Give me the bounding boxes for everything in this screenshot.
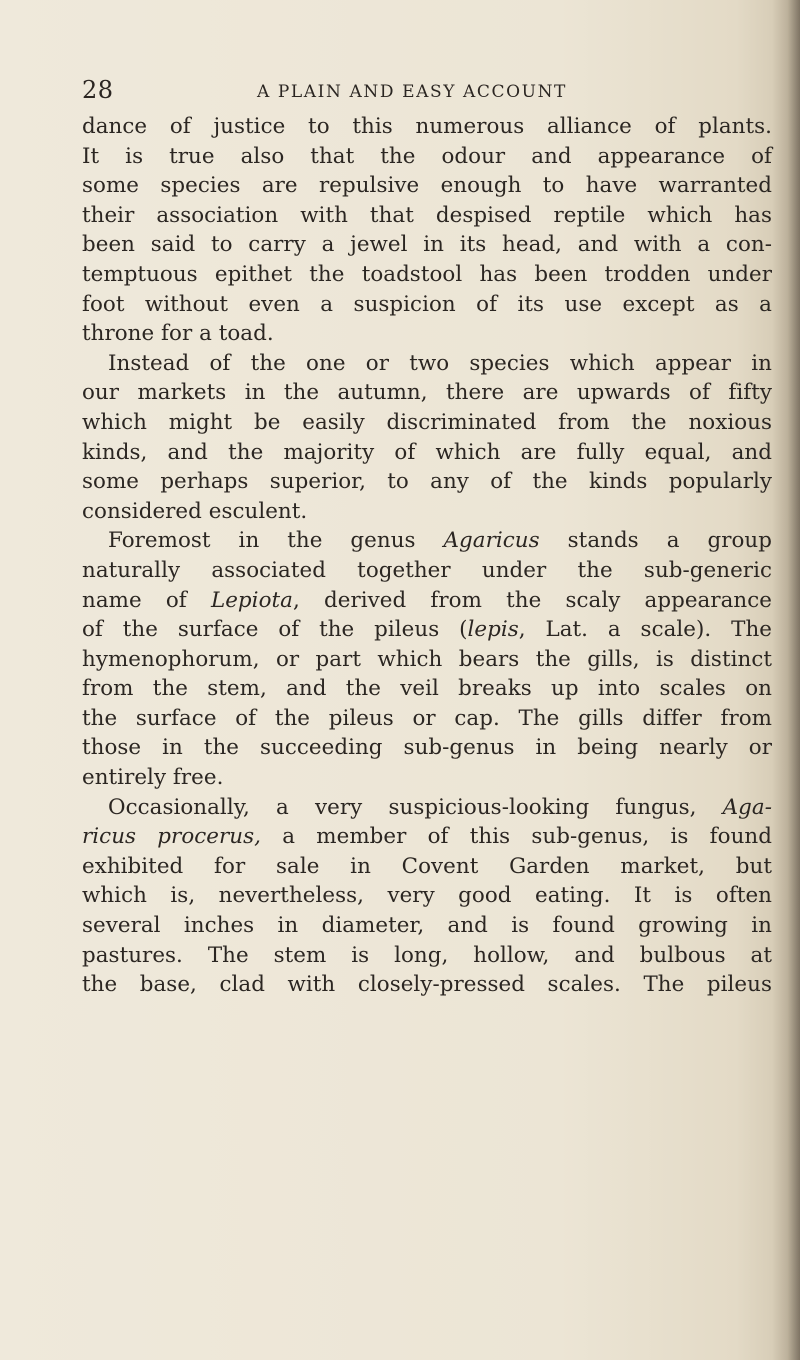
- text-line: considered esculent.: [82, 498, 308, 524]
- binding-gutter-shadow: [772, 0, 800, 1360]
- text-line: been said to carry a jewel in its head, and with a con-: [82, 232, 772, 258]
- latin-term: lepis: [467, 617, 519, 643]
- text-line: temptuous epithet the toadstool has been trodden under: [82, 261, 772, 287]
- text-line: pastures. The stem is long, hollow, and bulbous at: [82, 942, 772, 968]
- text-line: It is true also that the odour and appearance of: [82, 143, 772, 169]
- text-line: their association with that despised reptile which has: [82, 202, 772, 228]
- running-head: A PLAIN AND EASY ACCOUNT: [257, 82, 567, 102]
- text-line: hymenophorum, or part which bears the gills, is distinct: [82, 646, 772, 672]
- body-text: [82, 112, 772, 1000]
- page-number: 28: [82, 76, 114, 104]
- text-line: naturally associated together under the sub-generic: [82, 557, 772, 583]
- text-line: Occasionally, a very suspicious-looking fungus, Aga-: [108, 794, 772, 820]
- page-header: [82, 76, 772, 110]
- text-line: kinds, and the majority of which are fully equal, and: [82, 439, 772, 465]
- text-line: entirely free.: [82, 765, 224, 791]
- text-line: exhibited for sale in Covent Garden market, but: [82, 853, 772, 879]
- text-line: Foremost in the genus Agaricus stands a group: [108, 528, 772, 554]
- text-line: several inches in diameter, and is found growing in: [82, 913, 772, 939]
- text-line: our markets in the autumn, there are upwards of fifty: [82, 380, 772, 406]
- text-line: those in the succeeding sub-genus in being nearly or: [82, 735, 772, 761]
- text-line: some species are repulsive enough to have warranted: [82, 173, 772, 199]
- text-line: from the stem, and the veil breaks up into scales on: [82, 676, 772, 702]
- text-line: foot without even a suspicion of its use except as a: [82, 291, 772, 317]
- text-line: which might be easily discriminated from the noxious: [82, 409, 772, 435]
- text-line: some perhaps superior, to any of the kinds popularly: [82, 469, 772, 495]
- text-line: the base, clad with closely-pressed scales. The pileus: [82, 972, 772, 998]
- genus-name: Agaricus: [443, 528, 540, 554]
- text-line: throne for a toad.: [82, 321, 274, 347]
- text-line: name of Lepiota, derived from the scaly appearance: [82, 587, 772, 613]
- text-line: of the surface of the pileus (lepis, Lat. a scale). The: [82, 617, 772, 643]
- text-line: which is, nevertheless, very good eating. It is often: [82, 883, 772, 909]
- species-name: Aga-: [722, 794, 772, 820]
- subgenus-name: Lepiota: [210, 587, 293, 613]
- species-name: ricus procerus,: [82, 824, 261, 850]
- text-line: Instead of the one or two species which appear in: [108, 350, 772, 376]
- text-line: ricus procerus, a member of this sub-genus, is found: [82, 824, 772, 850]
- text-line: dance of justice to this numerous alliance of plants.: [82, 114, 772, 139]
- text-line: the surface of the pileus or cap. The gills differ from: [82, 705, 772, 731]
